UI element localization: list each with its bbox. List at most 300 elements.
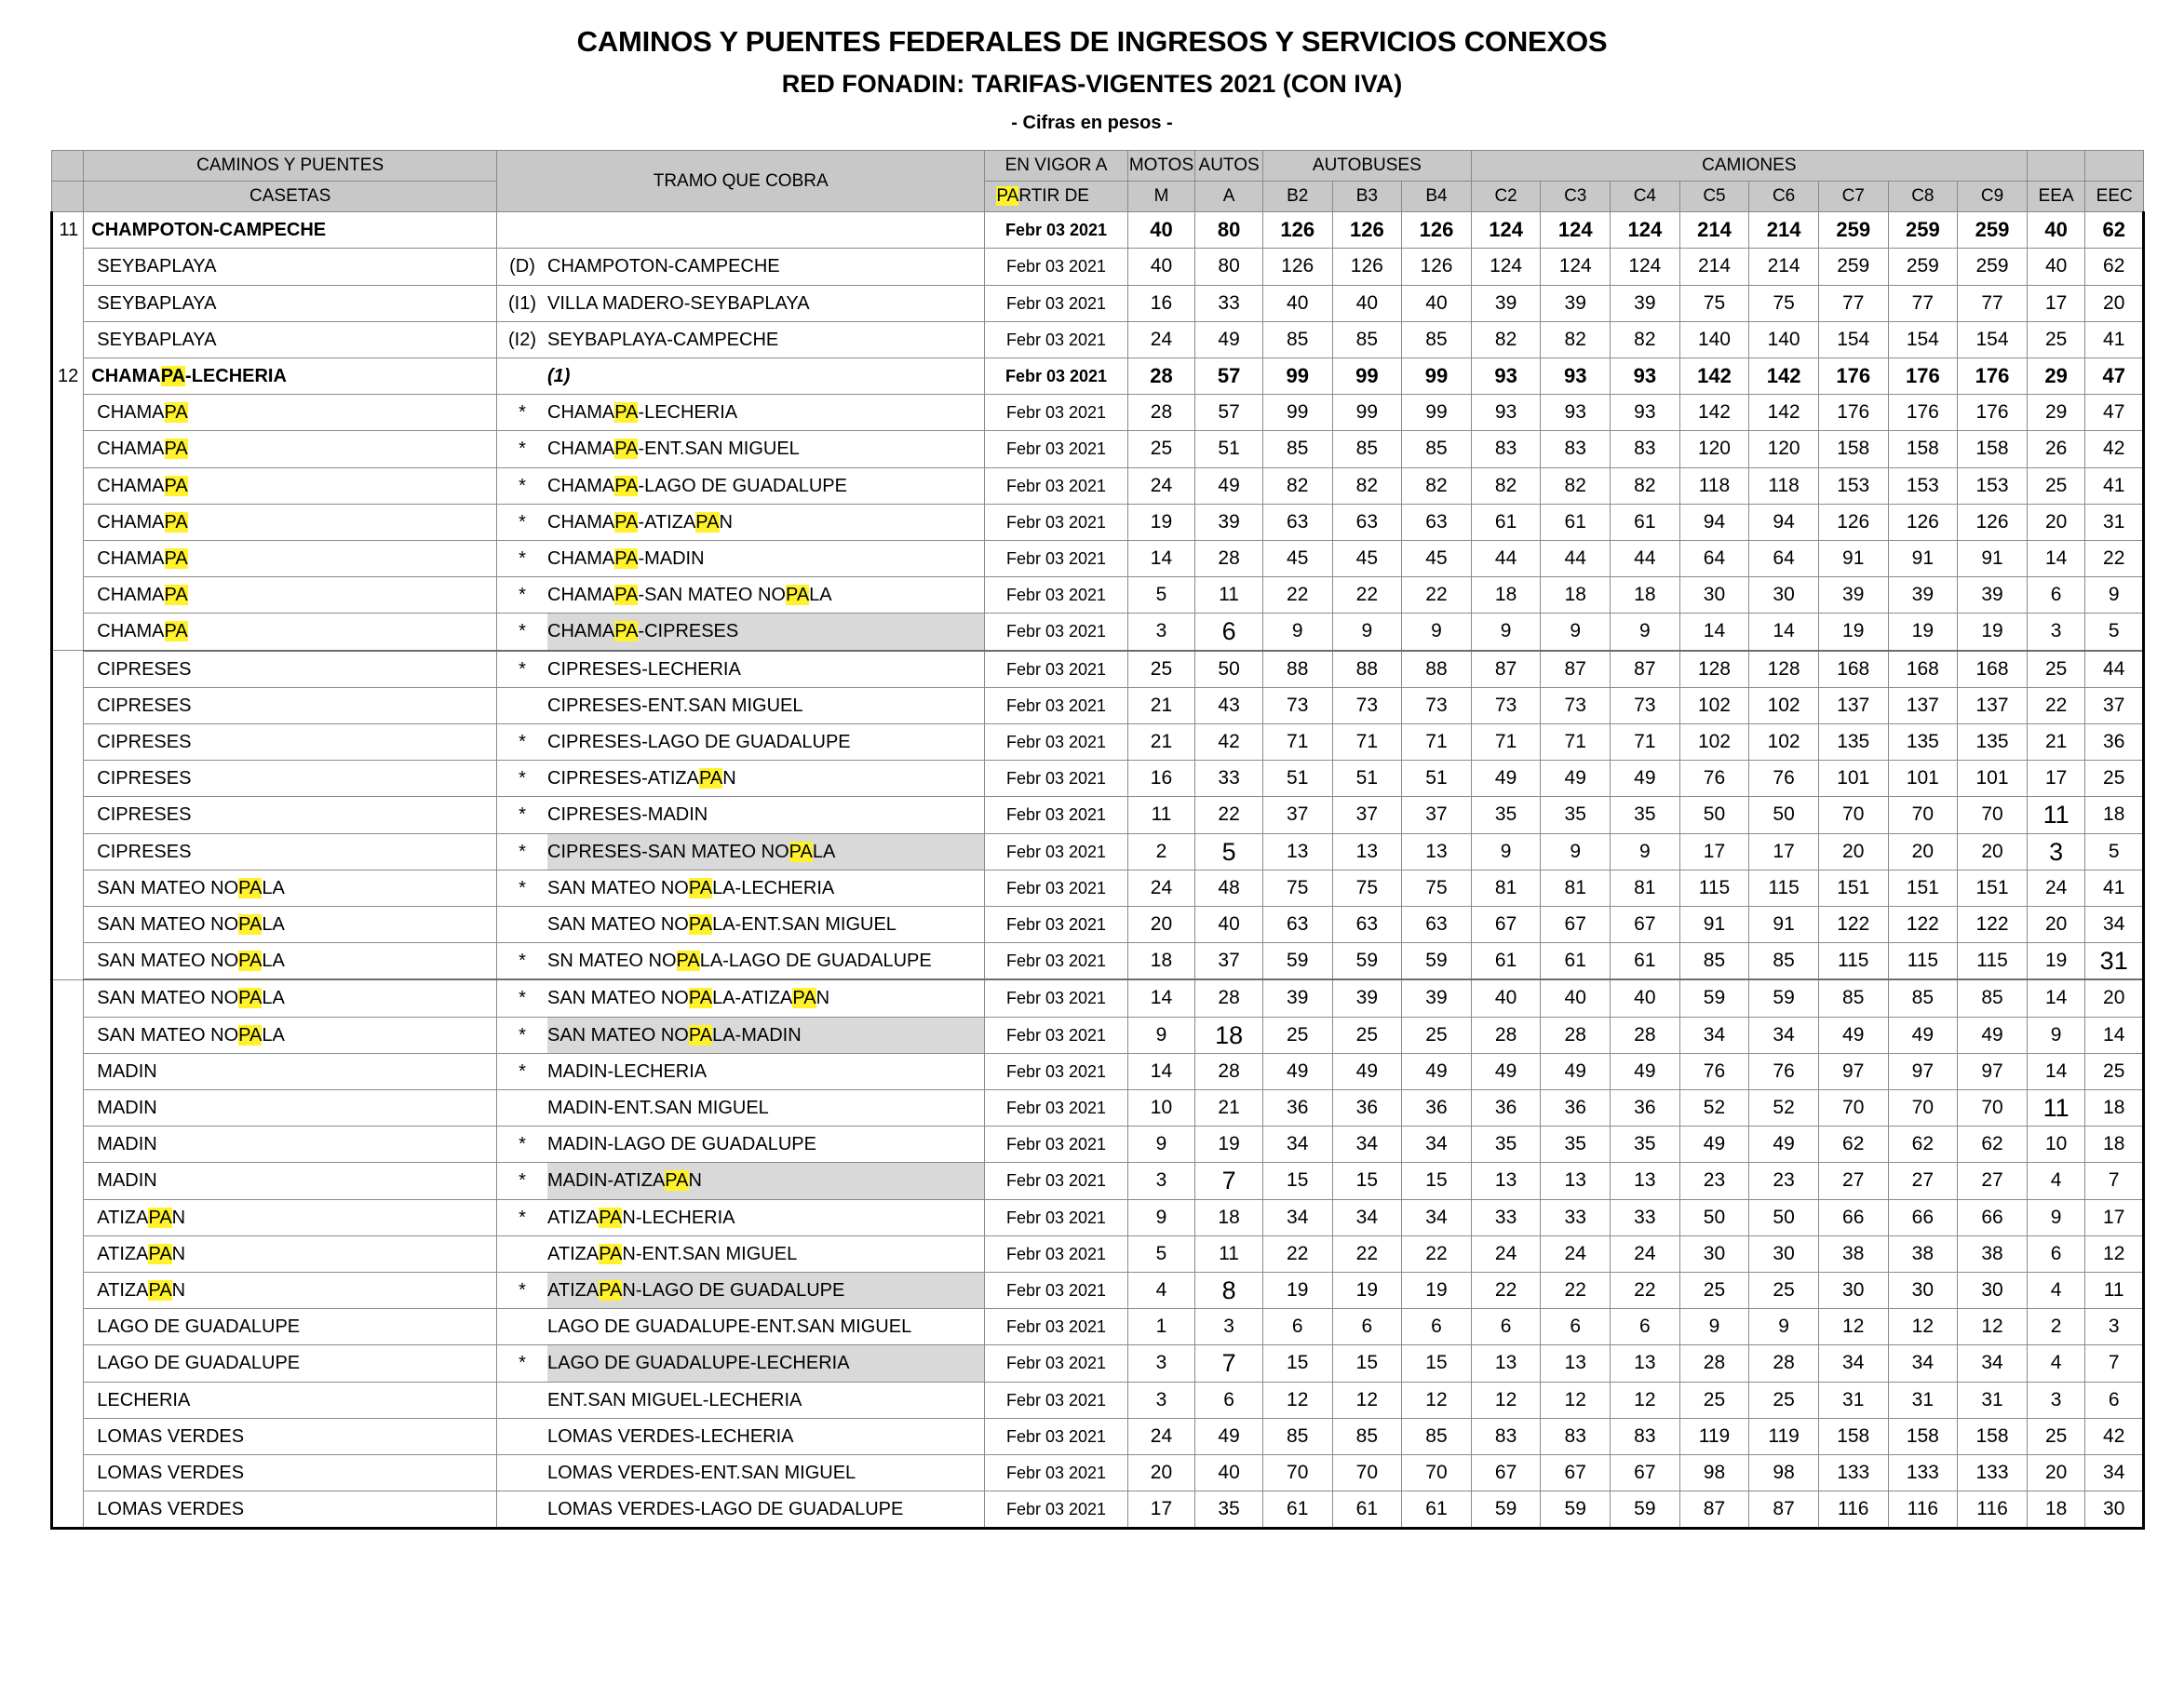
caseta-name: CHAMAPA bbox=[84, 395, 497, 431]
tarifa-c9: 30 bbox=[1958, 1273, 2028, 1309]
tarifa-c2: 49 bbox=[1471, 1053, 1541, 1089]
tarifa-c5: 9 bbox=[1679, 1309, 1749, 1345]
tarifa-b4: 59 bbox=[1402, 943, 1472, 980]
tarifa-c7: 12 bbox=[1818, 1309, 1888, 1345]
tarifa-eec: 62 bbox=[2085, 249, 2144, 285]
tarifa-eea: 29 bbox=[2027, 395, 2085, 431]
tarifa-c2: 61 bbox=[1471, 504, 1541, 540]
table-section-row bbox=[52, 212, 2144, 249]
header-motos: MOTOS bbox=[1127, 151, 1195, 182]
tarifa-c7: 259 bbox=[1818, 212, 1888, 249]
tarifa-c8: 153 bbox=[1888, 467, 1958, 504]
tarifa-b4: 82 bbox=[1402, 467, 1472, 504]
tarifa-c6: 9 bbox=[1749, 1309, 1819, 1345]
tarifa-eea: 4 bbox=[2027, 1345, 2085, 1382]
tramo-label: SAN MATEO NOPALA-MADIN bbox=[547, 1018, 984, 1053]
row-index bbox=[52, 1090, 84, 1127]
tarifa-c4: 13 bbox=[1611, 1345, 1680, 1382]
tarifa-eea: 6 bbox=[2027, 1235, 2085, 1272]
tarifa-a: 19 bbox=[1195, 1127, 1263, 1163]
tarifa-eec: 9 bbox=[2085, 577, 2144, 614]
tramo-label: CHAMPOTON-CAMPECHE bbox=[547, 256, 780, 277]
tramo-label: ATIZAPAN-LECHERIA bbox=[547, 1207, 735, 1228]
tarifa-c2: 124 bbox=[1471, 249, 1541, 285]
tarifa-b4: 22 bbox=[1402, 577, 1472, 614]
caseta-name: SAN MATEO NOPALA bbox=[84, 979, 497, 1017]
tarifa-m: 28 bbox=[1127, 395, 1195, 431]
tarifa-a: 28 bbox=[1195, 540, 1263, 576]
table-row bbox=[52, 614, 2144, 651]
tarifa-c5: 98 bbox=[1679, 1455, 1749, 1491]
tarifa-eec: 41 bbox=[2085, 467, 2144, 504]
caseta-name: CHAMAPA bbox=[84, 540, 497, 576]
tarifa-c5: 91 bbox=[1679, 907, 1749, 943]
tarifa-m: 21 bbox=[1127, 723, 1195, 760]
tarifa-c6: 49 bbox=[1749, 1127, 1819, 1163]
tarifa-c8: 137 bbox=[1888, 687, 1958, 723]
tarifa-eea: 25 bbox=[2027, 467, 2085, 504]
tramo-label: (1) bbox=[547, 365, 571, 386]
row-index bbox=[52, 1235, 84, 1272]
tarifa-c7: 137 bbox=[1818, 687, 1888, 723]
en-vigor-date: Febr 03 2021 bbox=[985, 907, 1127, 943]
tarifa-m: 17 bbox=[1127, 1491, 1195, 1529]
caseta-name: LECHERIA bbox=[84, 1382, 497, 1418]
tarifa-c3: 6 bbox=[1541, 1309, 1611, 1345]
tarifa-c2: 39 bbox=[1471, 285, 1541, 321]
tramo-label: CHAMAPA-CIPRESES bbox=[547, 614, 984, 649]
table-row bbox=[52, 907, 2144, 943]
caseta-name: CIPRESES bbox=[84, 797, 497, 833]
tarifa-a: 28 bbox=[1195, 979, 1263, 1017]
tramo-label: CHAMAPA-SAN MATEO NOPALA bbox=[547, 585, 832, 606]
tarifa-eea: 10 bbox=[2027, 1127, 2085, 1163]
tarifa-c7: 38 bbox=[1818, 1235, 1888, 1272]
tarifa-c7: 49 bbox=[1818, 1017, 1888, 1053]
tarifa-c5: 115 bbox=[1679, 870, 1749, 906]
tramo-que-cobra bbox=[497, 870, 985, 906]
tarifa-c5: 118 bbox=[1679, 467, 1749, 504]
tarifa-c3: 124 bbox=[1541, 212, 1611, 249]
tarifa-c5: 49 bbox=[1679, 1127, 1749, 1163]
en-vigor-date: Febr 03 2021 bbox=[985, 1382, 1127, 1418]
caseta-name: LAGO DE GUADALUPE bbox=[84, 1345, 497, 1382]
tarifa-c8: 168 bbox=[1888, 651, 1958, 688]
tarifa-c3: 83 bbox=[1541, 431, 1611, 467]
tarifa-b3: 12 bbox=[1332, 1382, 1402, 1418]
caseta-name: MADIN bbox=[84, 1127, 497, 1163]
tarifa-b4: 85 bbox=[1402, 1418, 1472, 1454]
tarifa-c2: 12 bbox=[1471, 1382, 1541, 1418]
header-vigor-highlight: PA bbox=[996, 186, 1019, 207]
tarifa-c8: 133 bbox=[1888, 1455, 1958, 1491]
tramo-que-cobra bbox=[497, 687, 985, 723]
tarifa-b2: 22 bbox=[1262, 1235, 1332, 1272]
en-vigor-date: Febr 03 2021 bbox=[985, 467, 1127, 504]
tarifa-c7: 168 bbox=[1818, 651, 1888, 688]
tarifa-a: 57 bbox=[1195, 358, 1263, 394]
tarifa-c3: 33 bbox=[1541, 1199, 1611, 1235]
tarifa-b4: 99 bbox=[1402, 395, 1472, 431]
tramo-marker: * bbox=[519, 585, 526, 606]
tarifa-a: 6 bbox=[1195, 1382, 1263, 1418]
header-group-camiones: CAMIONES bbox=[1471, 151, 2027, 182]
tarifa-c7: 126 bbox=[1818, 504, 1888, 540]
tarifa-c4: 71 bbox=[1611, 723, 1680, 760]
header-code-b2: B2 bbox=[1262, 182, 1332, 212]
tramo-que-cobra bbox=[497, 1418, 985, 1454]
header-code-c9: C9 bbox=[1958, 182, 2028, 212]
tarifa-b4: 63 bbox=[1402, 504, 1472, 540]
caseta-name: SEYBAPLAYA bbox=[84, 321, 497, 358]
tarifa-b4: 19 bbox=[1402, 1273, 1472, 1309]
row-index bbox=[52, 577, 84, 614]
tarifa-c9: 126 bbox=[1958, 504, 2028, 540]
tarifa-c7: 176 bbox=[1818, 358, 1888, 394]
table-row bbox=[52, 723, 2144, 760]
tarifa-eec: 17 bbox=[2085, 1199, 2144, 1235]
tramo-label: MADIN-LECHERIA bbox=[547, 1060, 708, 1082]
tarifa-m: 4 bbox=[1127, 1273, 1195, 1309]
tarifa-eec: 42 bbox=[2085, 431, 2144, 467]
tarifa-c9: 158 bbox=[1958, 1418, 2028, 1454]
tarifa-m: 40 bbox=[1127, 249, 1195, 285]
tarifa-b2: 22 bbox=[1262, 577, 1332, 614]
tarifa-b3: 63 bbox=[1332, 504, 1402, 540]
tarifa-c2: 36 bbox=[1471, 1090, 1541, 1127]
tarifa-c5: 94 bbox=[1679, 504, 1749, 540]
tramo-label: VILLA MADERO-SEYBAPLAYA bbox=[547, 292, 810, 314]
header-code-c5: C5 bbox=[1679, 182, 1749, 212]
row-index bbox=[52, 395, 84, 431]
en-vigor-date: Febr 03 2021 bbox=[985, 249, 1127, 285]
table-row bbox=[52, 1127, 2144, 1163]
tarifa-b4: 88 bbox=[1402, 651, 1472, 688]
tarifa-eec: 22 bbox=[2085, 540, 2144, 576]
tarifa-a: 49 bbox=[1195, 1418, 1263, 1454]
tarifa-c2: 83 bbox=[1471, 431, 1541, 467]
caseta-name: SAN MATEO NOPALA bbox=[84, 1017, 497, 1053]
tarifa-c3: 9 bbox=[1541, 833, 1611, 870]
tarifa-c6: 87 bbox=[1749, 1491, 1819, 1529]
tarifa-c6: 28 bbox=[1749, 1345, 1819, 1382]
en-vigor-date: Febr 03 2021 bbox=[985, 1345, 1127, 1382]
caseta-name: ATIZAPAN bbox=[84, 1199, 497, 1235]
tarifa-eea: 17 bbox=[2027, 285, 2085, 321]
tramo-que-cobra bbox=[497, 395, 985, 431]
tarifa-c6: 119 bbox=[1749, 1418, 1819, 1454]
tarifa-b4: 70 bbox=[1402, 1455, 1472, 1491]
tarifa-a: 39 bbox=[1195, 504, 1263, 540]
tarifa-c2: 35 bbox=[1471, 1127, 1541, 1163]
row-index bbox=[52, 723, 84, 760]
tarifa-b2: 126 bbox=[1262, 212, 1332, 249]
tarifa-b4: 85 bbox=[1402, 321, 1472, 358]
document-titles bbox=[0, 0, 2184, 134]
tarifa-c4: 49 bbox=[1611, 1053, 1680, 1089]
row-index bbox=[52, 504, 84, 540]
tarifa-c3: 9 bbox=[1541, 614, 1611, 651]
tarifa-eea: 25 bbox=[2027, 651, 2085, 688]
tarifa-b2: 25 bbox=[1262, 1017, 1332, 1053]
tarifa-a: 7 bbox=[1195, 1163, 1263, 1199]
tarifa-c7: 91 bbox=[1818, 540, 1888, 576]
tramo-que-cobra bbox=[497, 979, 985, 1017]
tarifa-eea: 4 bbox=[2027, 1273, 2085, 1309]
en-vigor-date: Febr 03 2021 bbox=[985, 870, 1127, 906]
tarifa-c7: 62 bbox=[1818, 1127, 1888, 1163]
table-row bbox=[52, 1090, 2144, 1127]
header-code-c8: C8 bbox=[1888, 182, 1958, 212]
tarifa-b2: 71 bbox=[1262, 723, 1332, 760]
tarifa-c6: 50 bbox=[1749, 797, 1819, 833]
tarifa-m: 24 bbox=[1127, 870, 1195, 906]
tramo-label: LAGO DE GUADALUPE-LECHERIA bbox=[547, 1345, 984, 1381]
tarifa-m: 9 bbox=[1127, 1127, 1195, 1163]
tarifa-c9: 168 bbox=[1958, 651, 2028, 688]
tarifa-c6: 64 bbox=[1749, 540, 1819, 576]
tarifa-c2: 82 bbox=[1471, 321, 1541, 358]
tarifa-m: 9 bbox=[1127, 1199, 1195, 1235]
tarifa-eea: 11 bbox=[2027, 1090, 2085, 1127]
tarifa-c3: 93 bbox=[1541, 395, 1611, 431]
tarifa-eec: 6 bbox=[2085, 1382, 2144, 1418]
table-row bbox=[52, 504, 2144, 540]
tarifa-c4: 82 bbox=[1611, 321, 1680, 358]
tarifa-c4: 22 bbox=[1611, 1273, 1680, 1309]
tarifa-m: 3 bbox=[1127, 1345, 1195, 1382]
en-vigor-date: Febr 03 2021 bbox=[985, 761, 1127, 797]
tarifa-c4: 124 bbox=[1611, 212, 1680, 249]
en-vigor-date: Febr 03 2021 bbox=[985, 1418, 1127, 1454]
header-code-b4: B4 bbox=[1402, 182, 1472, 212]
table-row bbox=[52, 797, 2144, 833]
tarifa-eec: 3 bbox=[2085, 1309, 2144, 1345]
caseta-name: ATIZAPAN bbox=[84, 1273, 497, 1309]
tarifa-b2: 19 bbox=[1262, 1273, 1332, 1309]
tarifa-c4: 12 bbox=[1611, 1382, 1680, 1418]
tarifa-eea: 11 bbox=[2027, 797, 2085, 833]
tarifa-eec: 20 bbox=[2085, 979, 2144, 1017]
tarifa-c2: 9 bbox=[1471, 614, 1541, 651]
tarifa-b2: 13 bbox=[1262, 833, 1332, 870]
tarifa-c3: 67 bbox=[1541, 907, 1611, 943]
tarifa-b2: 49 bbox=[1262, 1053, 1332, 1089]
tramo-que-cobra bbox=[497, 1382, 985, 1418]
tarifa-c9: 151 bbox=[1958, 870, 2028, 906]
tarifa-b4: 126 bbox=[1402, 212, 1472, 249]
tarifa-eea: 24 bbox=[2027, 870, 2085, 906]
tarifa-c5: 102 bbox=[1679, 723, 1749, 760]
tarifa-eec: 18 bbox=[2085, 1127, 2144, 1163]
tarifa-c4: 35 bbox=[1611, 1127, 1680, 1163]
header-tramo: TRAMO QUE COBRA bbox=[497, 151, 985, 212]
tarifa-c7: 97 bbox=[1818, 1053, 1888, 1089]
tarifa-c7: 27 bbox=[1818, 1163, 1888, 1199]
tarifa-c6: 94 bbox=[1749, 504, 1819, 540]
tarifa-m: 28 bbox=[1127, 358, 1195, 394]
en-vigor-date: Febr 03 2021 bbox=[985, 614, 1127, 651]
tramo-que-cobra bbox=[497, 577, 985, 614]
tarifa-a: 48 bbox=[1195, 870, 1263, 906]
tarifa-c8: 101 bbox=[1888, 761, 1958, 797]
tarifa-a: 28 bbox=[1195, 1053, 1263, 1089]
tarifa-b2: 34 bbox=[1262, 1127, 1332, 1163]
tarifa-eec: 44 bbox=[2085, 651, 2144, 688]
en-vigor-date: Febr 03 2021 bbox=[985, 577, 1127, 614]
table-row bbox=[52, 540, 2144, 576]
tramo-marker: * bbox=[519, 988, 526, 1009]
tarifa-m: 11 bbox=[1127, 797, 1195, 833]
tarifa-b4: 12 bbox=[1402, 1382, 1472, 1418]
tramo-marker: * bbox=[497, 1345, 547, 1381]
tramo-que-cobra bbox=[497, 467, 985, 504]
tramo-que-cobra bbox=[497, 1345, 985, 1382]
en-vigor-date: Febr 03 2021 bbox=[985, 504, 1127, 540]
tarifa-c4: 49 bbox=[1611, 761, 1680, 797]
tarifa-c8: 154 bbox=[1888, 321, 1958, 358]
header-code-c6: C6 bbox=[1749, 182, 1819, 212]
tarifa-c9: 115 bbox=[1958, 943, 2028, 980]
tarifa-c6: 118 bbox=[1749, 467, 1819, 504]
tarifa-c4: 93 bbox=[1611, 395, 1680, 431]
tramo-label: CHAMAPA-ENT.SAN MIGUEL bbox=[547, 439, 800, 460]
tarifa-c8: 62 bbox=[1888, 1127, 1958, 1163]
tarifa-c7: 158 bbox=[1818, 1418, 1888, 1454]
tarifa-c9: 27 bbox=[1958, 1163, 2028, 1199]
tarifa-a: 5 bbox=[1195, 833, 1263, 870]
tarifa-c4: 124 bbox=[1611, 249, 1680, 285]
tarifa-b2: 85 bbox=[1262, 321, 1332, 358]
tarifa-c6: 52 bbox=[1749, 1090, 1819, 1127]
tarifa-b3: 40 bbox=[1332, 285, 1402, 321]
tarifa-b3: 9 bbox=[1332, 614, 1402, 651]
tarifa-c3: 87 bbox=[1541, 651, 1611, 688]
tarifa-c9: 31 bbox=[1958, 1382, 2028, 1418]
tarifa-c7: 116 bbox=[1818, 1491, 1888, 1529]
tarifa-b3: 126 bbox=[1332, 249, 1402, 285]
tarifa-eea: 26 bbox=[2027, 431, 2085, 467]
tarifa-c9: 154 bbox=[1958, 321, 2028, 358]
tarifa-c3: 49 bbox=[1541, 761, 1611, 797]
row-index bbox=[52, 1418, 84, 1454]
tarifa-b3: 73 bbox=[1332, 687, 1402, 723]
tarifa-c5: 140 bbox=[1679, 321, 1749, 358]
tramo-marker: * bbox=[519, 475, 526, 496]
tarifa-c4: 24 bbox=[1611, 1235, 1680, 1272]
tarifa-eea: 3 bbox=[2027, 1382, 2085, 1418]
tramo-label: CHAMAPA-ATIZAPAN bbox=[547, 511, 733, 533]
tarifa-c8: 97 bbox=[1888, 1053, 1958, 1089]
table-row bbox=[52, 321, 2144, 358]
header-code-c2: C2 bbox=[1471, 182, 1541, 212]
tarifa-c8: 12 bbox=[1888, 1309, 1958, 1345]
tarifa-c2: 81 bbox=[1471, 870, 1541, 906]
tarifa-c7: 19 bbox=[1818, 614, 1888, 651]
tarifa-m: 14 bbox=[1127, 979, 1195, 1017]
tarifa-c7: 34 bbox=[1818, 1345, 1888, 1382]
tarifa-c8: 122 bbox=[1888, 907, 1958, 943]
tarifa-c3: 13 bbox=[1541, 1163, 1611, 1199]
tarifa-c3: 36 bbox=[1541, 1090, 1611, 1127]
tarifa-b3: 37 bbox=[1332, 797, 1402, 833]
en-vigor-date: Febr 03 2021 bbox=[985, 285, 1127, 321]
tarifa-eec: 18 bbox=[2085, 1090, 2144, 1127]
tarifa-c9: 133 bbox=[1958, 1455, 2028, 1491]
tramo-que-cobra bbox=[497, 907, 985, 943]
tarifa-b2: 15 bbox=[1262, 1163, 1332, 1199]
tarifa-c8: 38 bbox=[1888, 1235, 1958, 1272]
tramo-que-cobra bbox=[497, 1090, 985, 1127]
tramo-marker: * bbox=[497, 614, 547, 649]
tarifa-eec: 11 bbox=[2085, 1273, 2144, 1309]
tarifa-c5: 30 bbox=[1679, 577, 1749, 614]
tarifa-c2: 124 bbox=[1471, 212, 1541, 249]
tarifa-b3: 39 bbox=[1332, 979, 1402, 1017]
tramo-marker: (D) bbox=[509, 256, 535, 277]
tramo-label: ATIZAPAN-LAGO DE GUADALUPE bbox=[547, 1273, 984, 1308]
tarifa-c7: 70 bbox=[1818, 797, 1888, 833]
row-index bbox=[52, 651, 84, 688]
tarifa-c9: 101 bbox=[1958, 761, 2028, 797]
tramo-marker: * bbox=[519, 658, 526, 680]
tarifa-b2: 126 bbox=[1262, 249, 1332, 285]
tramo-que-cobra bbox=[497, 431, 985, 467]
en-vigor-date: Febr 03 2021 bbox=[985, 687, 1127, 723]
tarifa-m: 21 bbox=[1127, 687, 1195, 723]
tarifa-c8: 34 bbox=[1888, 1345, 1958, 1382]
tarifa-c3: 93 bbox=[1541, 358, 1611, 394]
table-row bbox=[52, 1235, 2144, 1272]
tarifa-a: 80 bbox=[1195, 249, 1263, 285]
tarifa-eea: 3 bbox=[2027, 833, 2085, 870]
header-row-bottom bbox=[52, 182, 2144, 212]
tarifa-c4: 59 bbox=[1611, 1491, 1680, 1529]
tramo-marker: * bbox=[519, 511, 526, 533]
table-row bbox=[52, 687, 2144, 723]
tramo-label: MADIN-LAGO DE GUADALUPE bbox=[547, 1134, 816, 1155]
tarifa-c6: 25 bbox=[1749, 1382, 1819, 1418]
tarifa-c8: 70 bbox=[1888, 797, 1958, 833]
en-vigor-date: Febr 03 2021 bbox=[985, 1491, 1127, 1529]
caseta-name: CIPRESES bbox=[84, 723, 497, 760]
row-index bbox=[52, 1053, 84, 1089]
caseta-name: CHAMAPA bbox=[84, 577, 497, 614]
tarifa-c2: 93 bbox=[1471, 395, 1541, 431]
tarifa-c8: 115 bbox=[1888, 943, 1958, 980]
tarifa-c9: 70 bbox=[1958, 797, 2028, 833]
header-index-col-2 bbox=[52, 182, 84, 212]
header-autos-code: A bbox=[1195, 182, 1263, 212]
tarifa-m: 3 bbox=[1127, 1382, 1195, 1418]
tarifa-c9: 158 bbox=[1958, 431, 2028, 467]
tarifa-c6: 142 bbox=[1749, 358, 1819, 394]
tarifa-b2: 61 bbox=[1262, 1491, 1332, 1529]
tarifa-c7: 20 bbox=[1818, 833, 1888, 870]
table-row bbox=[52, 1017, 2144, 1053]
tramo-que-cobra bbox=[497, 723, 985, 760]
row-index bbox=[52, 1163, 84, 1199]
tarifa-b2: 63 bbox=[1262, 907, 1332, 943]
tarifa-m: 24 bbox=[1127, 467, 1195, 504]
tarifa-b3: 71 bbox=[1332, 723, 1402, 760]
tarifa-c7: 154 bbox=[1818, 321, 1888, 358]
tramo-que-cobra bbox=[497, 1017, 985, 1053]
table-row bbox=[52, 943, 2144, 980]
tramo-marker: * bbox=[519, 1060, 526, 1082]
tarifa-a: 33 bbox=[1195, 761, 1263, 797]
tramo-que-cobra bbox=[497, 504, 985, 540]
